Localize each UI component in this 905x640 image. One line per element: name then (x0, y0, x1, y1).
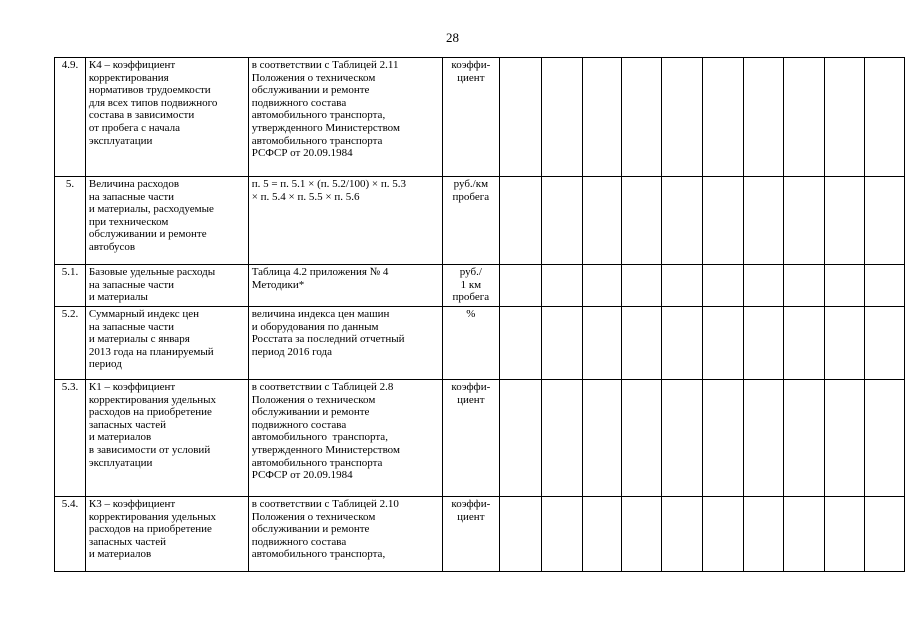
value-cell (541, 307, 582, 380)
value-cell (824, 58, 864, 177)
indicator-name-cell-line: состава в зависимости (88, 109, 195, 122)
value-cell (824, 497, 864, 572)
value-cell (744, 265, 784, 307)
value-cell (784, 307, 825, 380)
indicator-name-cell-line: эксплуатации (88, 456, 153, 469)
value-cell (864, 497, 904, 572)
value-cell (621, 265, 662, 307)
basis-cell-line: обслуживании и ремонте (251, 84, 370, 97)
value-cell (703, 307, 744, 380)
indicator-name-cell-line: при техническом (88, 215, 169, 228)
basis-cell (248, 497, 442, 572)
table-body (55, 58, 905, 572)
indicator-name-cell-line: для всех типов подвижного (88, 96, 218, 109)
indicator-name-cell-line: запасных частей (88, 418, 167, 431)
value-cell (499, 177, 541, 265)
basis-cell-line: период 2016 года (251, 345, 333, 358)
indicator-name-cell-line: 2013 года на планируемый (88, 345, 214, 358)
row-number-cell: 4.9. (55, 58, 86, 177)
value-cell (784, 177, 825, 265)
unit-cell-line: коэффи- (451, 59, 491, 71)
value-cell (744, 307, 784, 380)
indicator-name-cell-line: запасных частей (88, 535, 167, 548)
basis-cell-line: подвижного состава (251, 418, 347, 431)
basis-cell-line: подвижного состава (251, 535, 347, 548)
value-cell (703, 177, 744, 265)
value-cell (499, 497, 541, 572)
value-cell (864, 177, 904, 265)
unit-cell-line: руб./км (453, 178, 489, 190)
value-cell (784, 380, 825, 497)
basis-cell-line: Положения о техническом (251, 393, 376, 406)
basis-cell (248, 307, 442, 380)
value-cell (662, 58, 703, 177)
indicator-name-cell-line: Базовые удельные расходы (88, 266, 216, 278)
table-row (55, 58, 905, 177)
value-cell (864, 58, 904, 177)
indicator-name-cell-line: эксплуатации (88, 134, 153, 147)
basis-cell-line: Росстата за последний отчетный (251, 333, 405, 346)
value-cell (621, 497, 662, 572)
indicator-name-cell-line: в зависимости от условий (88, 443, 211, 456)
basis-cell-line: в соответствии с Таблицей 2.11 (251, 59, 399, 71)
basis-cell-line: п. 5 = п. 5.1 × (п. 5.2/100) × п. 5.3 (251, 178, 406, 190)
unit-cell-line: циент (457, 71, 485, 84)
indicator-name-cell-line: корректирования (88, 71, 169, 84)
value-cell (582, 177, 621, 265)
table-row (55, 307, 905, 380)
value-cell (499, 58, 541, 177)
table-row (55, 497, 905, 572)
indicator-name-cell-line: и материалы (88, 291, 148, 304)
indicator-name-cell-line: обслуживании и ремонте (88, 228, 207, 241)
value-cell (784, 265, 825, 307)
basis-cell-line: в соответствии с Таблицей 2.10 (251, 498, 399, 510)
value-cell (541, 380, 582, 497)
value-cell (582, 497, 621, 572)
row-number-cell: 5. (55, 177, 86, 265)
indicator-name-cell (85, 497, 248, 572)
value-cell (662, 497, 703, 572)
indicator-name-cell-line: расходов на приобретение (88, 523, 212, 536)
indicator-name-cell-line: на запасные части (88, 320, 175, 333)
indicator-name-cell (85, 380, 248, 497)
value-cell (499, 265, 541, 307)
row-number-cell: 5.3. (55, 380, 86, 497)
indicator-name-cell (85, 177, 248, 265)
unit-cell (442, 265, 499, 307)
indicator-name-cell-line: и материалы с января (88, 333, 190, 346)
value-cell (499, 380, 541, 497)
basis-cell-line: автомобильного транспорта, (251, 548, 386, 561)
basis-cell (248, 177, 442, 265)
unit-cell-line: пробега (452, 190, 490, 203)
indicator-name-cell-line: К1 – коэффициент (88, 381, 176, 393)
basis-cell-line: автомобильного транспорта (251, 134, 383, 147)
indicator-name-cell-line: Суммарный индекс цен (88, 308, 200, 320)
value-cell (703, 380, 744, 497)
basis-cell-line: автомобильного транспорта (251, 456, 383, 469)
value-cell (864, 307, 904, 380)
indicator-name-cell (85, 265, 248, 307)
unit-cell-line: % (466, 308, 476, 320)
page-number: 28 (446, 30, 459, 45)
value-cell (784, 497, 825, 572)
basis-cell-line: утвержденного Министерством (251, 443, 400, 456)
value-cell (824, 177, 864, 265)
value-cell (662, 380, 703, 497)
table-row (55, 265, 905, 307)
row-number-cell: 5.4. (55, 497, 86, 572)
value-cell (744, 497, 784, 572)
unit-cell-line: циент (457, 510, 485, 523)
unit-cell (442, 177, 499, 265)
indicator-name-cell-line: на запасные части (88, 190, 175, 203)
basis-cell-line: подвижного состава (251, 96, 347, 109)
indicator-name-cell-line: и материалы, расходуемые (88, 203, 214, 216)
indicator-name-cell-line: корректирования удельных (88, 393, 217, 406)
value-cell (824, 265, 864, 307)
value-cell (744, 177, 784, 265)
value-cell (541, 497, 582, 572)
indicator-name-cell-line: период (88, 358, 122, 371)
unit-cell-line: пробега (452, 291, 490, 304)
value-cell (662, 177, 703, 265)
row-number-cell: 5.1. (55, 265, 86, 307)
value-cell (621, 58, 662, 177)
basis-cell (248, 265, 442, 307)
basis-cell-line: РСФСР от 20.09.1984 (251, 147, 353, 160)
value-cell (824, 307, 864, 380)
indicator-name-cell (85, 307, 248, 380)
basis-cell-line: утвержденного Министерством (251, 121, 400, 134)
basis-cell-line: Таблица 4.2 приложения № 4 (251, 266, 389, 278)
value-cell (784, 58, 825, 177)
value-cell (621, 307, 662, 380)
basis-cell-line: Положения о техническом (251, 510, 376, 523)
unit-cell (442, 307, 499, 380)
indicator-name-cell-line: К3 – коэффициент (88, 498, 176, 510)
indicator-name-cell-line: нормативов трудоемкости (88, 84, 211, 97)
indicator-name-cell-line: и материалов (88, 548, 152, 561)
unit-cell-line: руб./ (459, 266, 482, 278)
indicator-name-cell-line: корректирования удельных (88, 510, 217, 523)
basis-cell-line: автомобильного транспорта, (251, 431, 388, 444)
unit-cell (442, 380, 499, 497)
table-row (55, 380, 905, 497)
basis-cell-line: обслуживании и ремонте (251, 406, 370, 419)
value-cell (499, 307, 541, 380)
basis-cell-line: величина индекса цен машин (251, 308, 390, 320)
unit-cell-line: циент (457, 393, 485, 406)
indicator-name-cell-line: от пробега с начала (88, 121, 180, 134)
value-cell (582, 380, 621, 497)
value-cell (582, 307, 621, 380)
basis-cell-line: и оборудования по данным (251, 320, 379, 333)
table-row (55, 177, 905, 265)
indicator-name-cell (85, 58, 248, 177)
value-cell (864, 380, 904, 497)
basis-cell-line: × п. 5.4 × п. 5.5 × п. 5.6 (251, 190, 360, 203)
indicator-name-cell-line: автобусов (88, 240, 136, 253)
value-cell (744, 58, 784, 177)
value-cell (824, 380, 864, 497)
value-cell (744, 380, 784, 497)
basis-cell-line: РСФСР от 20.09.1984 (251, 469, 353, 482)
value-cell (662, 265, 703, 307)
document-table (54, 57, 905, 572)
value-cell (662, 307, 703, 380)
basis-cell-line: обслуживании и ремонте (251, 523, 370, 536)
unit-cell (442, 497, 499, 572)
unit-cell-line: 1 км (460, 278, 482, 291)
basis-cell (248, 380, 442, 497)
value-cell (541, 265, 582, 307)
indicator-name-cell-line: на запасные части (88, 278, 175, 291)
basis-cell-line: автомобильного транспорта, (251, 109, 386, 122)
indicator-name-cell-line: расходов на приобретение (88, 406, 212, 419)
basis-cell-line: в соответствии с Таблицей 2.8 (251, 381, 394, 393)
unit-cell-line: коэффи- (451, 498, 491, 510)
value-cell (541, 177, 582, 265)
value-cell (703, 58, 744, 177)
indicator-name-cell-line: Величина расходов (88, 178, 180, 190)
row-number-cell: 5.2. (55, 307, 86, 380)
value-cell (703, 497, 744, 572)
value-cell (864, 265, 904, 307)
indicator-name-cell-line: К4 – коэффициент (88, 59, 176, 71)
value-cell (582, 265, 621, 307)
value-cell (703, 265, 744, 307)
unit-cell (442, 58, 499, 177)
basis-cell-line: Методики* (251, 278, 305, 291)
value-cell (621, 177, 662, 265)
value-cell (621, 380, 662, 497)
value-cell (582, 58, 621, 177)
value-cell (541, 58, 582, 177)
basis-cell (248, 58, 442, 177)
indicator-name-cell-line: и материалов (88, 431, 152, 444)
unit-cell-line: коэффи- (451, 381, 491, 393)
basis-cell-line: Положения о техническом (251, 71, 376, 84)
